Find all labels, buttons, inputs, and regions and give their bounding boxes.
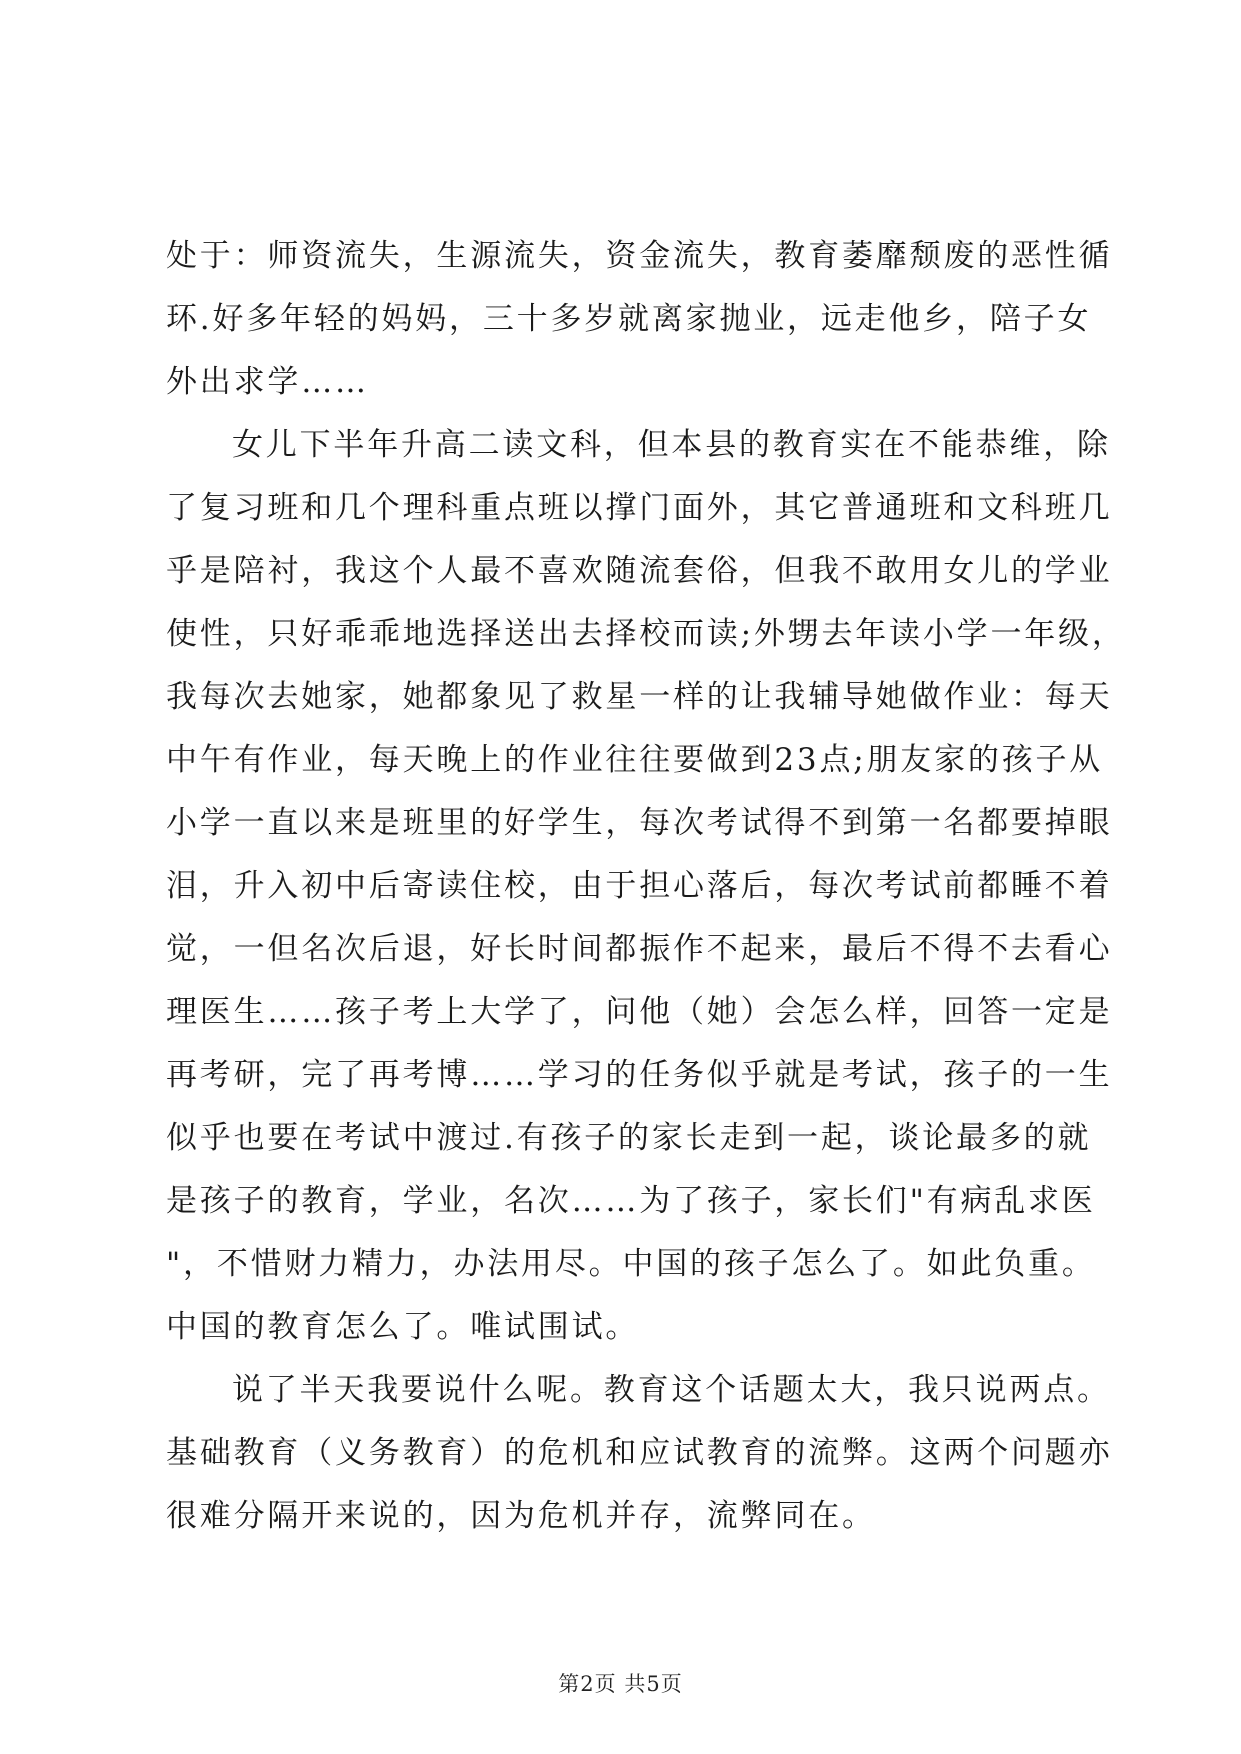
text-line: 基础教育（义务教育）的危机和应试教育的流弊。这两个问题亦 [166,1435,1113,1471]
text-line: 理医生……孩子考上大学了，问他（她）会怎么样，回答一定是 [166,994,1113,1030]
text-line: 是孩子的教育，学业，名次……为了孩子，家长们"有病乱求医 [166,1183,1096,1219]
text-line: 处于：师资流失，生源流失，资金流失，教育萎靡颓废的恶性循 [166,238,1113,274]
text-line: 中国的教育怎么了。唯试围试。 [166,1309,640,1345]
text-line: 环.好多年轻的妈妈，三十多岁就离家抛业，远走他乡，陪子女 [166,301,1092,337]
text-line: 再考研，完了再考博……学习的任务似乎就是考试，孩子的一生 [166,1057,1113,1093]
text-line: 泪，升入初中后寄读住校，由于担心落后，每次考试前都睡不着 [166,868,1113,904]
text-line: 似乎也要在考试中渡过.有孩子的家长走到一起，谈论最多的就 [166,1120,1092,1156]
paragraph-start-line: 说了半天我要说什么呢。教育这个话题太大，我只说两点。 [232,1372,1111,1408]
text-line: 了复习班和几个理科重点班以撑门面外，其它普通班和文科班几 [166,490,1113,526]
text-line: 中午有作业，每天晚上的作业往往要做到23点;朋友家的孩子从 [166,742,1104,778]
text-line: 觉，一但名次后退，好长时间都振作不起来，最后不得不去看心 [166,931,1113,967]
page-footer: 第2页 共5页 [558,1672,683,1696]
text-line: 乎是陪衬，我这个人最不喜欢随流套俗，但我不敢用女儿的学业 [166,553,1113,589]
text-line: 使性，只好乖乖地选择送出去择校而读;外甥去年读小学一年级， [166,616,1126,652]
text-line: 小学一直以来是班里的好学生，每次考试得不到第一名都要掉眼 [166,805,1113,841]
paragraph-start-line: 女儿下半年升高二读文科，但本县的教育实在不能恭维，除 [232,427,1111,463]
text-line: 我每次去她家，她都象见了救星一样的让我辅导她做作业：每天 [166,679,1113,715]
text-line: "，不惜财力精力，办法用尽。中国的孩子怎么了。如此负重。 [166,1246,1096,1282]
body-text [166,225,1126,1548]
text-line: 外出求学…… [166,364,369,400]
text-line: 很难分隔开来说的，因为危机并存，流弊同在。 [166,1498,876,1534]
